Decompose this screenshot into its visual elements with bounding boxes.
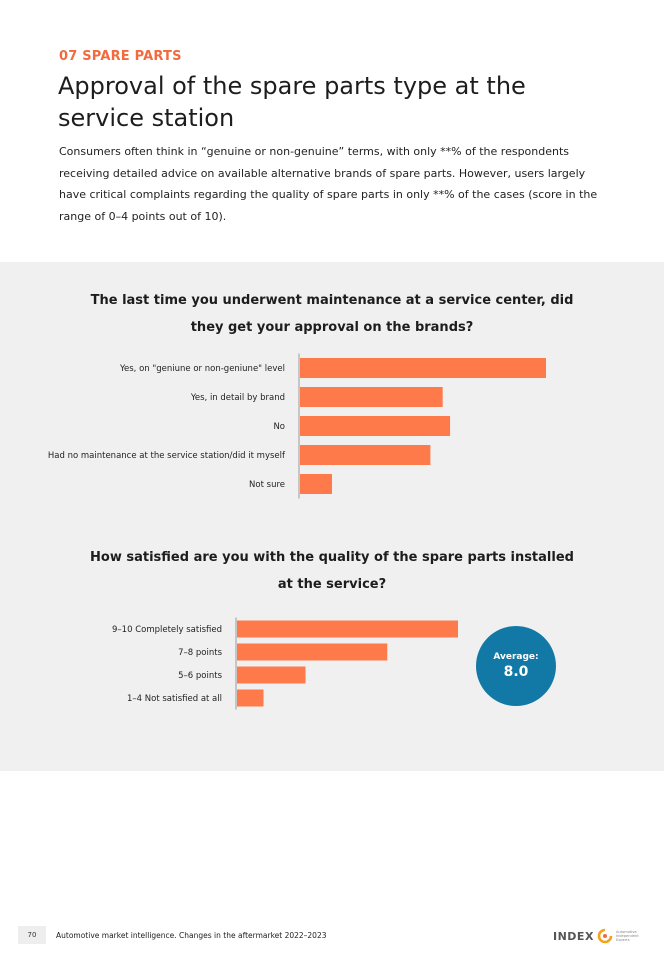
chart1-bar-1 xyxy=(300,387,443,407)
logo-tagline: Automotive Independent Experts xyxy=(615,929,639,943)
section-label: 07 SPARE PARTS xyxy=(59,49,182,64)
chart2 xyxy=(112,618,458,710)
footer-text: Automotive market intelligence. Changes in the aftermarket 2022–2023 xyxy=(56,931,327,940)
chart2-category-label: 5–6 points xyxy=(178,671,222,681)
chart1 xyxy=(48,354,546,499)
average-badge xyxy=(476,626,556,706)
chart1-bar-2 xyxy=(300,416,450,436)
average-label: Average: xyxy=(493,652,539,662)
page-title: Approval of the spare parts type at the service station xyxy=(58,72,526,132)
chart1-category-label: Had no maintenance at the service station/did it myself xyxy=(47,451,285,461)
footer xyxy=(0,924,664,948)
chart2-bar-3 xyxy=(237,690,264,707)
intro-paragraph: Consumers often think in “genuine or non-genuine” terms, with only **% of the respondents receiving detailed advice on available alternative brands of spare parts. However, users largely have critical complaints regarding the quality of spare parts in only **% of the cases (score in the range of 0–4 points out of 10). xyxy=(59,145,598,223)
chart2-title: How satisfied are you with the quality of the spare parts installed at the service? xyxy=(90,550,574,592)
chart1-title: The last time you underwent maintenance at a service center, did they get your approval on the brands? xyxy=(90,293,574,335)
chart2-bar-2 xyxy=(237,667,306,684)
chart1-category-label: Not sure xyxy=(249,480,285,490)
chart1-bar-4 xyxy=(300,474,332,494)
average-value: 8.0 xyxy=(503,664,529,680)
chart2-category-label: 9–10 Completely satisfied xyxy=(112,625,222,635)
chart1-bar-0 xyxy=(300,358,546,378)
chart2-category-label: 7–8 points xyxy=(178,648,222,658)
logo-wordmark: INDEX xyxy=(553,929,594,943)
chart1-bar-3 xyxy=(300,445,430,465)
index-logo xyxy=(553,926,646,946)
chart2-category-label: 1–4 Not satisfied at all xyxy=(127,694,222,704)
chart2-bar-1 xyxy=(237,644,387,661)
chart1-category-label: No xyxy=(273,422,285,432)
chart1-category-label: Yes, in detail by brand xyxy=(190,393,285,403)
chart1-category-label: Yes, on "geniune or non-geniune" level xyxy=(119,364,285,374)
page-number: 70 xyxy=(18,926,46,944)
chart2-bar-0 xyxy=(237,621,458,638)
logo-mark-icon xyxy=(597,928,613,944)
